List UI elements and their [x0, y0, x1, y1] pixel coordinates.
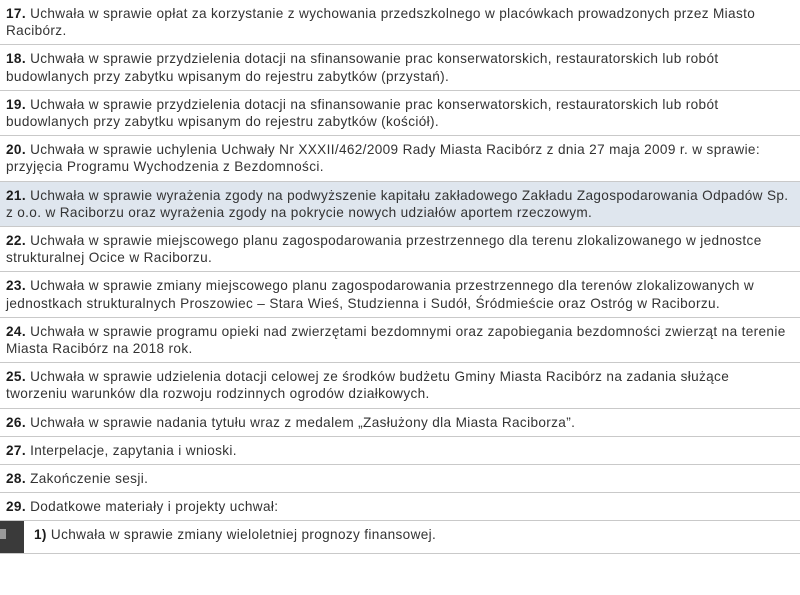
agenda-subitem-1[interactable] [0, 521, 800, 553]
item-number: 28. [6, 471, 31, 487]
item-text: Zakończenie sesji. [30, 471, 149, 487]
subitem-marker [0, 521, 24, 552]
subitem-number: 1) [34, 527, 51, 543]
agenda-item-23[interactable] [0, 272, 800, 317]
item-number: 18. [6, 51, 31, 67]
item-number: 24. [6, 323, 31, 339]
item-number: 20. [6, 142, 31, 158]
item-number: 26. [6, 414, 31, 430]
item-number: 19. [6, 96, 31, 112]
agenda-item-25[interactable] [0, 363, 800, 408]
item-number: 22. [6, 233, 31, 249]
subitem-text: Uchwała w sprawie zmiany wieloletniej prognozy finansowej. [50, 527, 437, 543]
agenda-item-18[interactable] [0, 45, 800, 90]
item-text: Uchwała w sprawie wyrażenia zgody na podwyższenie kapitału zakładowego Zakładu Zagospodarowania Odpadów Sp. z o.o. w Raciborzu oraz wyrażenia zgody na pokrycie nowych udziałów aportem rzeczowym. [6, 187, 789, 220]
item-text: Uchwała w sprawie miejscowego planu zagospodarowania przestrzennego dla terenu zlokalizowanego w jednostce strukturalnej Ocice w Raciborzu. [6, 233, 762, 266]
item-text: Uchwała w sprawie uchylenia Uchwały Nr XXXII/462/2009 Rady Miasta Racibórz z dnia 27 maja 2009 r. w sprawie: przyjęcia Programu Wychodzenia z Bezdomności. [6, 142, 760, 175]
agenda-item-24[interactable] [0, 318, 800, 363]
item-text: Uchwała w sprawie udzielenia dotacji celowej ze środków budżetu Gminy Miasta Racibórz na zadania służące tworzeniu warunków dla rozwoju rodzinnych ogrodów działkowych. [6, 369, 730, 402]
item-number: 25. [6, 369, 31, 385]
item-number: 17. [6, 6, 31, 21]
item-text: Uchwała w sprawie opłat za korzystanie z wychowania przedszkolnego w placówkach prowadzonych przez Miasto Racibórz. [6, 6, 756, 39]
agenda-item-22[interactable] [0, 227, 800, 272]
agenda-item-27[interactable] [0, 437, 800, 465]
item-text: Dodatkowe materiały i projekty uchwał: [30, 499, 279, 515]
item-number: 27. [6, 442, 31, 458]
item-number: 21. [6, 187, 31, 203]
agenda-item-17[interactable] [0, 0, 800, 45]
item-text: Uchwała w sprawie programu opieki nad zwierzętami bezdomnymi oraz zapobiegania bezdomności zwierząt na terenie Miasta Racibórz na 2018 rok. [6, 323, 786, 357]
item-text: Uchwała w sprawie przydzielenia dotacji na sfinansowanie prac konserwatorskich, restauratorskich lub robót budowlanych przy zabytku wpisanym do rejestru zabytków (kościół). [6, 96, 719, 130]
item-number: 23. [6, 278, 31, 294]
agenda-item-19[interactable] [0, 91, 800, 136]
agenda-item-21[interactable] [0, 182, 800, 227]
item-number: 29. [6, 499, 31, 515]
agenda-item-29[interactable] [0, 493, 800, 521]
agenda-item-26[interactable] [0, 409, 800, 437]
agenda-item-28[interactable] [0, 465, 800, 493]
item-text: Uchwała w sprawie nadania tytułu wraz z medalem „Zasłużony dla Miasta Raciborza”. [30, 414, 576, 430]
item-text: Interpelacje, zapytania i wnioski. [30, 442, 237, 458]
agenda-item-20[interactable] [0, 136, 800, 181]
item-text: Uchwała w sprawie przydzielenia dotacji na sfinansowanie prac konserwatorskich, restauratorskich lub robót budowlanych przy zabytku wpisanym do rejestru zabytków (przystań). [6, 51, 719, 84]
item-text: Uchwała w sprawie zmiany miejscowego planu zagospodarowania przestrzennego dla terenów zlokalizowanych w jednostkach strukturalnych Proszowiec – Stara Wieś, Studzienna i Sudół, Śródmieście oraz Ostróg w Raciborzu. [6, 278, 755, 311]
